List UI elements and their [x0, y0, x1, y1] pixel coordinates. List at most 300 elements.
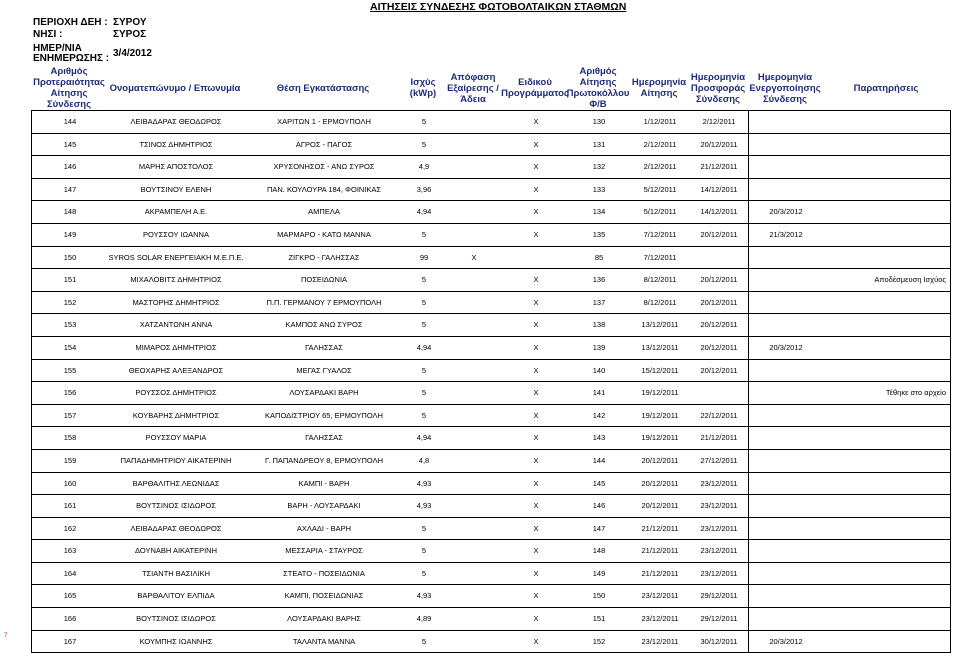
cell-remarks	[824, 473, 950, 495]
cell-offer-date: 29/12/2011	[700, 614, 738, 624]
cell-power: 4,89	[416, 614, 432, 624]
cell-special: Χ	[533, 184, 539, 194]
cell-activation-date	[748, 608, 824, 630]
cell-offer-date: 29/12/2011	[700, 591, 738, 601]
cell-priority-no: 156	[63, 388, 77, 398]
cell-activation-date: 21/3/2012	[769, 229, 803, 239]
cell-remarks	[824, 314, 950, 336]
cell-priority-no: 148	[63, 207, 77, 217]
cell-priority-no: 158	[63, 433, 77, 443]
cell-activation-date	[748, 473, 824, 495]
cell-app-date: 23/12/2011	[641, 591, 679, 601]
table-row	[32, 495, 950, 518]
cell-remarks	[824, 405, 950, 427]
cell-decision	[444, 540, 504, 562]
cell-protocol: 152	[592, 636, 606, 646]
cell-offer-date: 23/12/2011	[700, 478, 738, 488]
cell-remarks	[824, 495, 950, 517]
column-separator	[748, 540, 749, 562]
column-separator	[748, 473, 749, 495]
cell-protocol: 151	[592, 614, 606, 624]
island-label: ΝΗΣΙ :	[33, 29, 63, 40]
cell-protocol: 149	[592, 568, 606, 578]
column-separator	[748, 585, 749, 607]
cell-special: Χ	[533, 207, 539, 217]
cell-remarks	[824, 518, 950, 540]
cell-power: 99	[419, 252, 429, 262]
cell-activation-date	[748, 405, 824, 427]
cell-decision	[444, 224, 504, 246]
column-separator	[748, 134, 749, 156]
cell-special: Χ	[533, 501, 539, 511]
cell-remarks	[824, 608, 950, 630]
cell-remarks: Αποδέσμευση Ισχύος	[874, 275, 946, 285]
region-label: ΠΕΡΙΟΧΗ ΔΕΗ :	[33, 17, 108, 28]
cell-decision: Χ	[471, 252, 477, 262]
cell-remarks	[824, 631, 950, 653]
cell-priority-no: 153	[63, 320, 77, 330]
cell-special: Χ	[533, 546, 539, 556]
cell-name: ΘΕΟΧΑΡΗΣ ΑΛΕΞΑΝΔΡΟΣ	[128, 365, 224, 375]
date-label-2: ΕΝΗΜΕΡΩΣΗΣ :	[33, 53, 110, 64]
cell-protocol: 85	[594, 252, 604, 262]
cell-activation-date: 20/3/2012	[769, 207, 803, 217]
cell-offer-date: 20/12/2011	[700, 229, 738, 239]
cell-offer-date: 14/12/2011	[700, 207, 738, 217]
cell-remarks: Τέθηκε στο αρχείο	[885, 388, 946, 398]
cell-location: ΑΜΠΕΛΑ	[308, 207, 340, 217]
cell-decision	[444, 382, 504, 404]
column-separator	[748, 337, 749, 359]
cell-activation-date	[748, 179, 824, 201]
table-row	[32, 631, 950, 653]
cell-remarks	[824, 134, 950, 156]
cell-app-date: 19/12/2011	[641, 410, 679, 420]
cell-decision	[444, 337, 504, 359]
table-row	[32, 134, 950, 157]
cell-location: ΓΑΛΗΣΣΑΣ	[305, 433, 343, 443]
cell-activation-date	[748, 518, 824, 540]
cell-decision	[444, 292, 504, 314]
table-row	[32, 518, 950, 541]
table-row	[32, 201, 950, 224]
cell-priority-no: 165	[63, 591, 77, 601]
cell-activation-date	[748, 156, 824, 178]
cell-special: Χ	[533, 433, 539, 443]
cell-location: ΑΓΡΟΣ - ΠΑΓΟΣ	[295, 139, 353, 149]
cell-priority-no: 164	[63, 568, 77, 578]
cell-protocol: 150	[592, 591, 606, 601]
cell-special: Χ	[533, 388, 539, 398]
cell-decision	[444, 360, 504, 382]
column-separator	[748, 269, 749, 291]
cell-decision	[444, 314, 504, 336]
cell-name: ΠΑΠΑΔΗΜΗΤΡΙΟΥ ΑΙΚΑΤΕΡΙΝΗ	[120, 455, 232, 465]
cell-location: ΒΑΡΗ - ΛΟΥΣΑΡΔΑΚΙ	[287, 501, 361, 511]
table-row	[32, 292, 950, 315]
cell-protocol: 140	[592, 365, 606, 375]
cell-offer-date: 20/12/2011	[700, 139, 738, 149]
cell-activation-date: 20/3/2012	[769, 342, 803, 352]
cell-special: Χ	[533, 523, 539, 533]
cell-app-date: 7/12/2011	[643, 252, 677, 262]
cell-power: 5	[421, 546, 427, 556]
cell-remarks	[824, 179, 950, 201]
header-name: Ονοματεπώνυμο / Επωνυμία	[109, 82, 241, 94]
cell-special: Χ	[533, 478, 539, 488]
cell-location: ΧΡΥΣΟΝΗΣΟΣ - ΑΝΩ ΣΥΡΟΣ	[273, 162, 375, 172]
cell-remarks	[824, 450, 950, 472]
cell-activation-date	[748, 382, 824, 404]
cell-name: ΤΣΙΝΟΣ ΔΗΜΗΤΡΙΟΣ	[139, 139, 213, 149]
cell-special: Χ	[533, 117, 539, 126]
cell-offer-date: 20/12/2011	[700, 342, 738, 352]
cell-activation-date	[748, 563, 824, 585]
cell-offer-date: 20/12/2011	[700, 275, 738, 285]
table-row	[32, 473, 950, 496]
cell-protocol: 139	[592, 342, 606, 352]
cell-protocol: 133	[592, 184, 606, 194]
cell-app-date: 19/12/2011	[641, 433, 679, 443]
cell-app-date: 5/12/2011	[643, 207, 677, 217]
cell-power: 4,94	[416, 433, 432, 443]
cell-activation-date	[748, 269, 824, 291]
cell-activation-date	[748, 540, 824, 562]
table-row	[32, 563, 950, 586]
cell-priority-no: 146	[63, 162, 77, 172]
column-separator	[748, 608, 749, 630]
cell-special: Χ	[533, 342, 539, 352]
cell-app-date: 1/12/2011	[643, 117, 677, 126]
island-value: ΣΥΡΟΣ	[113, 29, 147, 40]
cell-name: ΜΙΧΑΛΟΒΙΤΣ ΔΗΜΗΤΡΙΟΣ	[130, 275, 222, 285]
header-location: Θέση Εγκατάστασης	[276, 82, 370, 94]
cell-offer-date: 22/12/2011	[700, 410, 738, 420]
cell-power: 5	[421, 139, 427, 149]
cell-decision	[444, 450, 504, 472]
cell-offer-date: 21/12/2011	[700, 162, 738, 172]
cell-name: ΔΟΥΝΑΒΗ ΑΙΚΑΤΕΡΙΝΗ	[135, 546, 217, 556]
column-separator	[748, 450, 749, 472]
cell-protocol: 148	[592, 546, 606, 556]
cell-name: ΒΟΥΤΣΙΝΟΣ ΙΣΙΔΩΡΟΣ	[136, 614, 216, 624]
table-row	[32, 585, 950, 608]
cell-priority-no: 154	[63, 342, 77, 352]
cell-power: 5	[421, 320, 427, 330]
column-separator	[748, 427, 749, 449]
cell-decision	[444, 111, 504, 133]
cell-special: Χ	[533, 636, 539, 646]
cell-name: ΒΟΥΤΣΙΝΟΣ ΙΣΙΔΩΡΟΣ	[136, 501, 216, 511]
cell-priority-no: 145	[63, 139, 77, 149]
cell-protocol: 145	[592, 478, 606, 488]
table-row	[32, 156, 950, 179]
cell-priority-no: 166	[63, 614, 77, 624]
cell-offer-date	[690, 382, 748, 404]
cell-offer-date: 27/12/2011	[700, 455, 738, 465]
cell-power: 4,94	[416, 342, 432, 352]
cell-activation-date	[748, 247, 824, 269]
cell-decision	[444, 134, 504, 156]
cell-name: ΜΑΡΗΣ ΑΠΟΣΤΟΛΟΣ	[138, 162, 214, 172]
cell-priority-no: 149	[63, 229, 77, 239]
cell-protocol: 143	[592, 433, 606, 443]
cell-decision	[444, 608, 504, 630]
column-separator	[748, 360, 749, 382]
cell-priority-no: 161	[63, 501, 77, 511]
cell-power: 4,94	[416, 207, 432, 217]
cell-location: ΜΑΡΜΑΡΟ - ΚΑΤΩ ΜΑΝΝΑ	[277, 229, 371, 239]
cell-activation-date	[748, 360, 824, 382]
cell-location: ΚΑΜΠΟΣ ΑΝΩ ΣΥΡΟΣ	[285, 320, 363, 330]
cell-protocol: 130	[592, 117, 606, 126]
cell-name: SYROS SOLAR ΕΝΕΡΓΕΙΑΚΗ Μ.Ε.Π.Ε.	[108, 252, 244, 262]
header-offer-date: Ημερομηνία Προσφοράς Σύνδεσης	[690, 71, 746, 105]
cell-location: ΚΑΜΠΙ, ΠΟΣΕΙΔΩΝΙΑΣ	[284, 591, 364, 601]
column-separator	[748, 495, 749, 517]
cell-decision	[444, 179, 504, 201]
table-row	[32, 360, 950, 383]
cell-app-date: 7/12/2011	[643, 229, 677, 239]
cell-activation-date	[748, 134, 824, 156]
cell-decision	[444, 563, 504, 585]
cell-offer-date: 14/12/2011	[700, 184, 738, 194]
cell-priority-no: 167	[63, 636, 77, 646]
cell-offer-date: 2/12/2011	[702, 117, 736, 126]
cell-offer-date: 23/12/2011	[700, 568, 738, 578]
cell-location: ΑΧΛΑΔΙ - ΒΑΡΗ	[296, 523, 352, 533]
cell-location: ΠΟΣΕΙΔΩΝΙΑ	[300, 275, 348, 285]
cell-name: ΚΟΥΒΑΡΗΣ ΔΗΜΗΤΡΙΟΣ	[132, 410, 220, 420]
cell-remarks	[824, 201, 950, 223]
cell-offer-date: 30/12/2011	[700, 636, 738, 646]
cell-name: ΚΟΥΜΠΗΣ ΙΩΑΝΝΗΣ	[139, 636, 213, 646]
cell-power: 5	[421, 365, 427, 375]
cell-name: ΧΑΤΖΑΝΤΩΝΗ ΑΝΝΑ	[139, 320, 213, 330]
region-value: ΣΥΡΟΥ	[113, 17, 147, 28]
cell-activation-date	[748, 450, 824, 472]
cell-location: ΜΕΣΣΑΡΙΑ - ΣΤΑΥΡΟΣ	[285, 546, 363, 556]
header-remarks: Παρατηρήσεις	[853, 82, 919, 94]
cell-app-date: 15/12/2011	[641, 365, 679, 375]
cell-name: ΛΕΙΒΑΔΑΡΑΣ ΘΕΟΔΩΡΟΣ	[130, 523, 222, 533]
cell-name: ΒΟΥΤΣΙΝΟΥ ΕΛΕΝΗ	[140, 184, 212, 194]
cell-protocol: 137	[592, 297, 606, 307]
cell-protocol: 144	[592, 455, 606, 465]
cell-name: ΒΑΡΘΑΛΙΤΗΣ ΛΕΩΝΙΔΑΣ	[132, 478, 220, 488]
header-priority: Αριθμός Προτεραιότητας Αίτησης Σύνδεσης	[33, 66, 105, 110]
cell-remarks	[824, 360, 950, 382]
cell-power: 5	[421, 410, 427, 420]
cell-app-date: 13/12/2011	[641, 342, 679, 352]
cell-decision	[444, 156, 504, 178]
cell-location: ΛΟΥΣΑΡΔΑΚΙ ΒΑΡΗ	[289, 388, 359, 398]
cell-power: 3,96	[416, 184, 432, 194]
cell-special: Χ	[533, 320, 539, 330]
column-separator	[748, 382, 749, 404]
cell-app-date: 20/12/2011	[641, 478, 679, 488]
cell-priority-no: 155	[63, 365, 77, 375]
cell-name: ΡΟΥΣΣΟΥ ΙΩΑΝΝΑ	[143, 229, 209, 239]
cell-app-date: 20/12/2011	[641, 501, 679, 511]
cell-offer-date: 20/12/2011	[700, 320, 738, 330]
cell-app-date: 21/12/2011	[641, 546, 679, 556]
cell-remarks	[824, 156, 950, 178]
table-row	[32, 269, 950, 292]
cell-priority-no: 152	[63, 297, 77, 307]
column-separator	[748, 111, 749, 133]
cell-location: ΛΟΥΣΑΡΔΑΚΙ ΒΑΡΗΣ	[287, 614, 361, 624]
cell-power: 5	[421, 388, 427, 398]
column-separator	[748, 518, 749, 540]
table-row	[32, 427, 950, 450]
header-protocol: Αριθμός Αίτησης Πρωτοκόλλου Φ/Β	[566, 66, 630, 110]
margin-mark: 7	[4, 632, 8, 639]
cell-power: 4,9	[418, 162, 430, 172]
cell-priority-no: 160	[63, 478, 77, 488]
cell-priority-no: 144	[63, 117, 77, 126]
cell-decision	[444, 518, 504, 540]
cell-activation-date	[748, 314, 824, 336]
cell-activation-date	[748, 585, 824, 607]
cell-decision	[444, 201, 504, 223]
cell-offer-date: 23/12/2011	[700, 523, 738, 533]
column-separator	[748, 631, 749, 653]
cell-protocol: 141	[592, 388, 606, 398]
cell-power: 5	[421, 523, 427, 533]
cell-protocol: 132	[592, 162, 606, 172]
cell-remarks	[824, 292, 950, 314]
cell-special: Χ	[533, 614, 539, 624]
table-row	[32, 179, 950, 202]
column-separator	[748, 247, 749, 269]
table-row	[32, 224, 950, 247]
cell-location: ΓΑΛΗΣΣΑΣ	[305, 342, 343, 352]
cell-remarks	[824, 585, 950, 607]
cell-location: ΧΑΡΙΤΩΝ 1 - ΕΡΜΟΥΠΟΛΗ	[277, 117, 371, 126]
cell-name: ΜΑΣΤΟΡΗΣ ΔΗΜΗΤΡΙΟΣ	[132, 297, 220, 307]
cell-protocol: 134	[592, 207, 606, 217]
cell-priority-no: 163	[63, 546, 77, 556]
header-power: Ισχύς (kWp)	[409, 77, 437, 99]
cell-decision	[444, 405, 504, 427]
cell-offer-date: 20/12/2011	[700, 365, 738, 375]
column-separator	[748, 179, 749, 201]
cell-app-date: 13/12/2011	[641, 320, 679, 330]
header-special: Ειδικού Προγράμματος	[501, 77, 569, 99]
column-separator	[748, 405, 749, 427]
cell-special: Χ	[533, 365, 539, 375]
cell-power: 5	[421, 297, 427, 307]
cell-app-date: 2/12/2011	[643, 162, 677, 172]
cell-remarks	[824, 563, 950, 585]
cell-offer-date	[690, 247, 748, 269]
cell-power: 4,93	[416, 478, 432, 488]
cell-location: ΤΑΛΑΝΤΑ ΜΑΝΝΑ	[292, 636, 356, 646]
cell-protocol: 135	[592, 229, 606, 239]
date-value: 3/4/2012	[113, 48, 152, 59]
cell-special	[504, 247, 568, 269]
date-label-1: ΗΜΕΡ/ΝΙΑ	[33, 43, 82, 54]
cell-remarks	[824, 337, 950, 359]
cell-name: ΜΙΜΑΡΟΣ ΔΗΜΗΤΡΙΟΣ	[135, 342, 217, 352]
cell-special: Χ	[533, 162, 539, 172]
header-app-date: Ημερομηνία Αίτησης	[631, 77, 687, 99]
cell-app-date: 20/12/2011	[641, 455, 679, 465]
cell-special: Χ	[533, 275, 539, 285]
cell-app-date: 21/12/2011	[641, 568, 679, 578]
table-header	[31, 66, 949, 110]
cell-app-date: 23/12/2011	[641, 636, 679, 646]
page-title: ΑΙΤΗΣΕΙΣ ΣΥΝΔΕΣΗΣ ΦΩΤΟΒΟΛΤΑΙΚΩΝ ΣΤΑΘΜΩΝ	[370, 1, 627, 13]
table-row	[32, 337, 950, 360]
cell-offer-date: 23/12/2011	[700, 501, 738, 511]
cell-protocol: 138	[592, 320, 606, 330]
cell-decision	[444, 473, 504, 495]
cell-power: 4,93	[416, 501, 432, 511]
cell-priority-no: 151	[63, 275, 77, 285]
table-row	[32, 540, 950, 563]
cell-activation-date: 20/3/2012	[769, 636, 803, 646]
cell-decision	[444, 631, 504, 653]
column-separator	[748, 563, 749, 585]
table-row	[32, 247, 950, 270]
cell-location: ΣΤΕΑΤΟ - ΠΟΣΕΙΔΩΝΙΑ	[283, 568, 365, 578]
cell-special: Χ	[533, 139, 539, 149]
table-row	[32, 405, 950, 428]
data-table	[31, 110, 951, 653]
cell-priority-no: 150	[63, 252, 77, 262]
column-separator	[748, 314, 749, 336]
cell-offer-date: 23/12/2011	[700, 546, 738, 556]
cell-remarks	[824, 247, 950, 269]
cell-app-date: 23/12/2011	[641, 614, 679, 624]
cell-special: Χ	[533, 568, 539, 578]
cell-decision	[444, 495, 504, 517]
table-row	[32, 450, 950, 473]
cell-protocol: 146	[592, 501, 606, 511]
cell-special: Χ	[533, 591, 539, 601]
cell-activation-date	[748, 495, 824, 517]
cell-app-date: 8/12/2011	[643, 275, 677, 285]
column-separator	[748, 156, 749, 178]
cell-name: ΤΣΙΑΝΤΗ ΒΑΣΙΛΙΚΗ	[141, 568, 211, 578]
cell-remarks	[824, 540, 950, 562]
column-separator	[748, 292, 749, 314]
cell-app-date: 19/12/2011	[641, 388, 679, 398]
cell-power: 5	[421, 275, 427, 285]
header-activation-date: Ημερομηνία Ενεργοποίησης Σύνδεσης	[749, 71, 821, 105]
cell-location: ΚΑΠΟΔΙΣΤΡΙΟΥ 65, ΕΡΜΟΥΠΟΛΗ	[265, 410, 383, 420]
cell-power: 5	[421, 117, 427, 126]
cell-protocol: 136	[592, 275, 606, 285]
cell-name: ΒΑΡΘΑΛΙΤΟΥ ΕΛΠΙΔΑ	[137, 591, 215, 601]
cell-decision	[444, 269, 504, 291]
cell-special: Χ	[533, 297, 539, 307]
table-row	[32, 314, 950, 337]
cell-decision	[444, 427, 504, 449]
cell-app-date: 8/12/2011	[643, 297, 677, 307]
cell-protocol: 142	[592, 410, 606, 420]
table-row	[32, 382, 950, 405]
cell-name: ΡΟΥΣΣΟΥ ΜΑΡΙΑ	[145, 433, 207, 443]
cell-protocol: 147	[592, 523, 606, 533]
cell-location: ΖΙΓΚΡΟ - ΓΑΛΗΣΣΑΣ	[288, 252, 360, 262]
cell-priority-no: 162	[63, 523, 77, 533]
cell-power: 5	[421, 568, 427, 578]
cell-decision	[444, 585, 504, 607]
cell-activation-date	[748, 111, 824, 133]
